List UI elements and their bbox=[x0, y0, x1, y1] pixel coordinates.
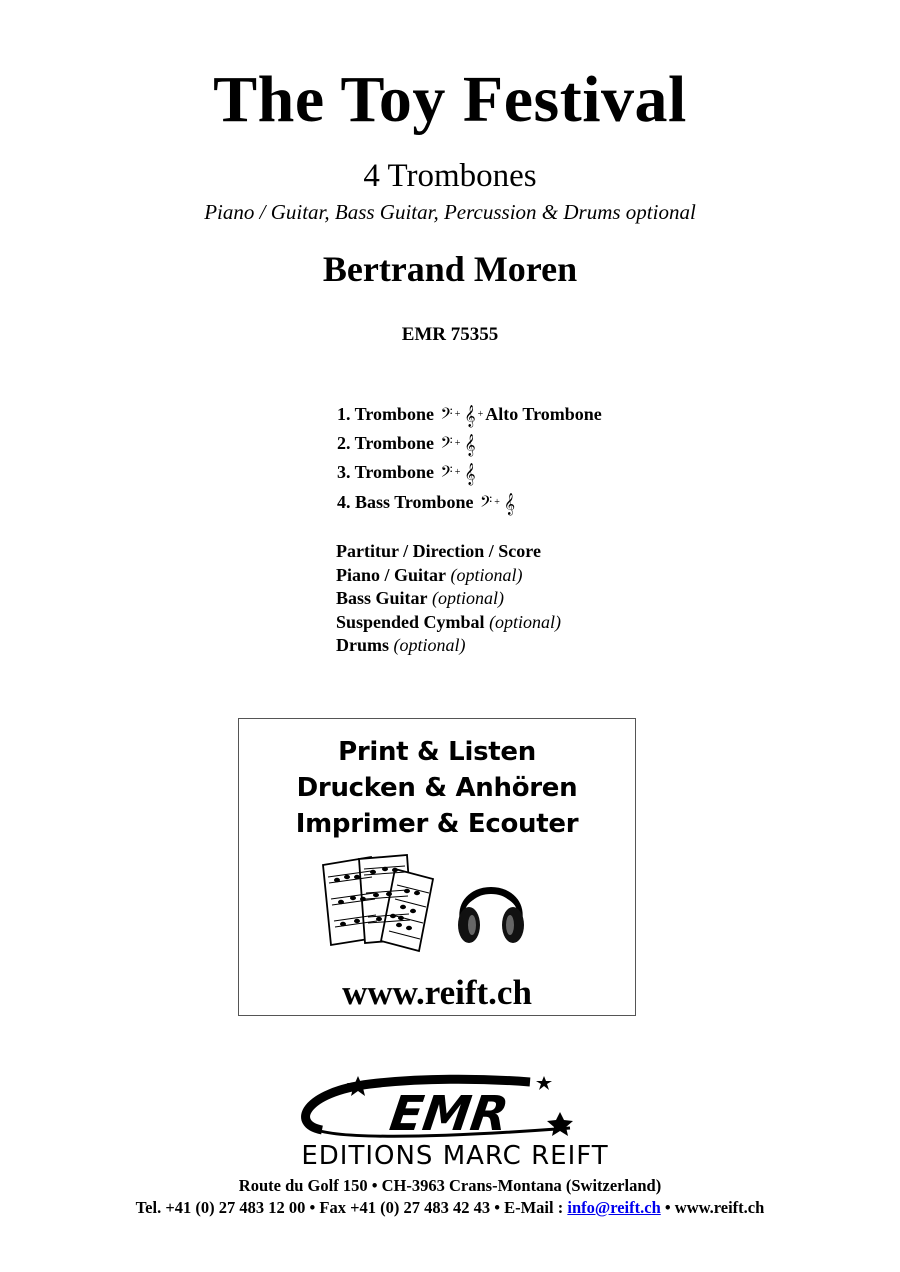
list-item bbox=[336, 634, 561, 658]
subtitle: 4 Trombones bbox=[363, 158, 537, 194]
page-title: The Toy Festival bbox=[213, 63, 687, 136]
emr-logo bbox=[230, 1072, 680, 1172]
extra-note: (optional) bbox=[432, 588, 505, 609]
footer-address: Route du Golf 150 • CH-3963 Crans-Montana (Switzerland) bbox=[238, 1176, 662, 1195]
plus-sign: + bbox=[454, 409, 461, 420]
catalog-code: EMR 75355 bbox=[401, 324, 499, 345]
plus-sign: + bbox=[454, 467, 461, 478]
part-item bbox=[337, 492, 515, 516]
plus-sign: + bbox=[477, 409, 484, 420]
treble-clef-icon: 𝄞 bbox=[464, 464, 476, 485]
bass-clef-icon: 𝄢 bbox=[440, 406, 453, 427]
footer-contact bbox=[0, 1198, 900, 1218]
extra-note: (optional) bbox=[489, 611, 562, 632]
treble-clef-icon: 𝄞 bbox=[464, 435, 476, 456]
print-listen-box[interactable] bbox=[238, 718, 636, 1016]
part-item bbox=[337, 433, 476, 457]
promo-line: Imprimer & Ecouter bbox=[295, 809, 579, 839]
composer: Bertrand Moren bbox=[322, 249, 578, 289]
logo-wordmark: EDITIONS MARC REIFT bbox=[301, 1141, 609, 1171]
part-item bbox=[337, 462, 476, 486]
instrumentation: Piano / Guitar, Bass Guitar, Percussion & Drums optional bbox=[204, 200, 696, 224]
treble-clef-icon: 𝄞 bbox=[464, 406, 476, 427]
contact-website: • www.reift.ch bbox=[660, 1198, 765, 1217]
treble-clef-icon: 𝄞 bbox=[503, 494, 516, 515]
email-link[interactable]: info@reift.ch bbox=[567, 1198, 661, 1217]
part-label: 4. Bass Trombone bbox=[337, 492, 474, 512]
extra-note: (optional) bbox=[393, 635, 466, 656]
part-label: 3. Trombone bbox=[337, 462, 435, 482]
headphones-icon bbox=[453, 867, 529, 949]
part-suffix: Alto Trombone bbox=[485, 404, 602, 424]
extra-name: Bass Guitar bbox=[336, 588, 428, 609]
list-item bbox=[336, 540, 561, 564]
promo-url[interactable]: www.reift.ch bbox=[342, 973, 532, 1012]
list-item bbox=[336, 611, 561, 635]
promo-line: Drucken & Anhören bbox=[296, 773, 578, 803]
part-label: 1. Trombone bbox=[337, 404, 435, 424]
extra-name: Drums bbox=[336, 635, 389, 656]
contact-phone-fax: Tel. +41 (0) 27 483 12 00 • Fax +41 (0) 27 483 42 43 • E-Mail : bbox=[135, 1198, 568, 1217]
list-item bbox=[336, 564, 561, 588]
bass-clef-icon: 𝄢 bbox=[440, 464, 453, 485]
promo-line: Print & Listen bbox=[338, 737, 536, 767]
list-item bbox=[336, 587, 561, 611]
bass-clef-icon: 𝄢 bbox=[480, 494, 493, 515]
part-item bbox=[337, 404, 602, 428]
extra-note: (optional) bbox=[450, 564, 523, 585]
plus-sign: + bbox=[454, 438, 461, 449]
plus-sign: + bbox=[494, 497, 500, 508]
extra-name: Partitur / Direction / Score bbox=[336, 541, 541, 561]
logo-emblem-text: EMR bbox=[386, 1086, 512, 1142]
part-label: 2. Trombone bbox=[337, 433, 435, 453]
sheet-music-icon bbox=[313, 853, 443, 953]
extra-name: Piano / Guitar bbox=[336, 564, 447, 585]
extra-parts-list bbox=[336, 540, 561, 658]
bass-clef-icon: 𝄢 bbox=[440, 435, 453, 456]
extra-name: Suspended Cymbal bbox=[336, 611, 485, 632]
